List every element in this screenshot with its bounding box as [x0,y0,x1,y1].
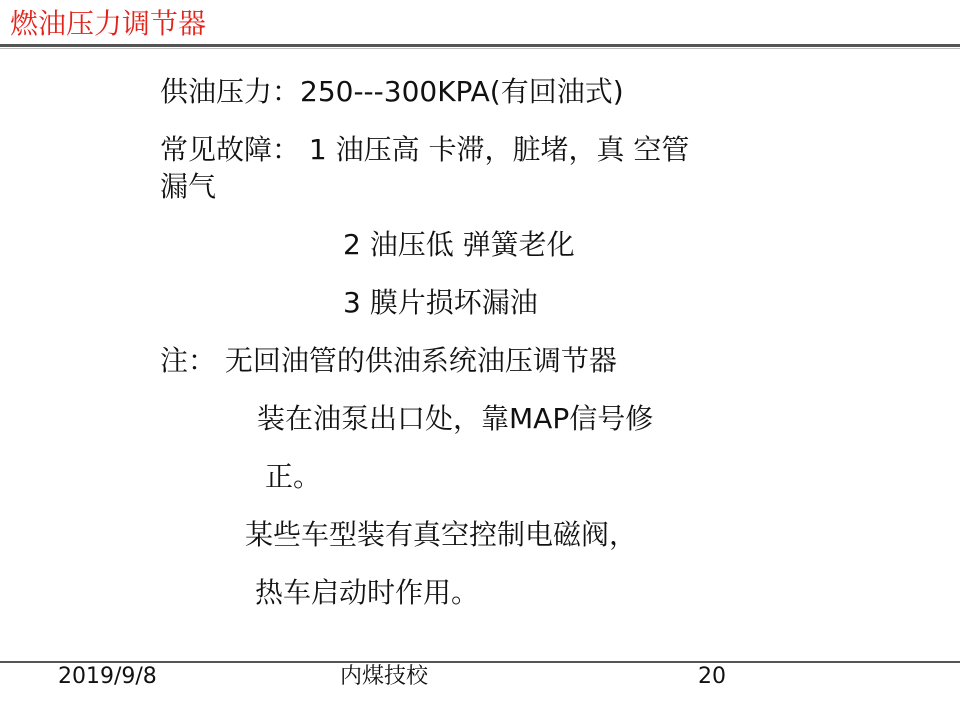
supply-pressure-line: 供油压力：250---300KPA(有回油式) [160,75,624,108]
title-divider-shadow [0,48,960,49]
common-faults-continuation: 漏气 [160,170,217,203]
fault-item-2: 2 油压低 弹簧老化 [343,228,575,261]
footer-divider [0,661,960,663]
footer-organization: 内煤技校 [340,664,429,689]
note-line-5: 热车启动时作用。 [255,576,480,609]
slide-title: 燃油压力调节器 [10,7,207,40]
note-line-4: 某些车型装有真空控制电磁阀， [245,518,638,551]
common-faults-line: 常见故障： 1 油压高 卡滞，脏堵，真 空管 [160,133,690,166]
note-line-2: 装在油泵出口处，靠MAP信号修 [257,402,654,435]
title-divider [0,44,960,47]
footer-page-number: 20 [698,664,726,689]
note-line-3: 正。 [265,460,322,493]
fault-item-3: 3 膜片损坏漏油 [343,286,538,319]
footer-date: 2019/9/8 [58,664,157,689]
note-line: 注： 无回油管的供油系统油压调节器 [160,344,617,377]
